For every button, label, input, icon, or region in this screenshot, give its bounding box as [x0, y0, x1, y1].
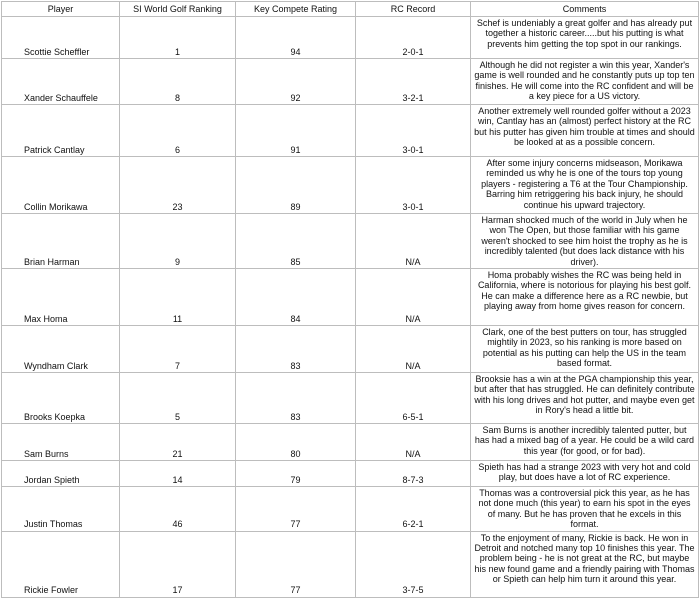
table-row: [2, 461, 699, 487]
player-name: Rickie Fowler: [2, 531, 120, 597]
comment: Harman shocked much of the world in July when he won The Open, but those familiar with his game weren't shocked to see him hoist the trophy as he is incredibly talented (but does lack distance with his driver).: [471, 214, 699, 269]
player-name: Justin Thomas: [2, 487, 120, 532]
comment: Brooksie has a win at the PGA championship this year, but after that has struggled. He can definitely contribute with his long drives and hot putter, and maybe even get in Rory's head a little bit.: [471, 373, 699, 424]
world-ranking: 23: [120, 157, 236, 214]
comment: Although he did not register a win this year, Xander's game is well rounded and he constantly puts up top ten finishes. He will come into the RC confident and will be a key piece for a US victory.: [471, 59, 699, 105]
compete-rating: 89: [236, 157, 356, 214]
player-name: Jordan Spieth: [2, 461, 120, 487]
rc-record: 6-2-1: [356, 487, 471, 532]
player-name: Brian Harman: [2, 214, 120, 269]
header-record: RC Record: [356, 2, 471, 17]
table-row: [2, 326, 699, 373]
rc-record: 2-0-1: [356, 17, 471, 59]
player-name: Sam Burns: [2, 424, 120, 461]
player-name: Scottie Scheffler: [2, 17, 120, 59]
player-name: Patrick Cantlay: [2, 105, 120, 157]
world-ranking: 21: [120, 424, 236, 461]
comment: Thomas was a controversial pick this year, as he has not done much (this year) to earn his spot in the eyes of many. But he has proven that he excels in this format.: [471, 487, 699, 532]
compete-rating: 79: [236, 461, 356, 487]
table-header-row: [2, 2, 699, 17]
table-row: [2, 424, 699, 461]
comment: To the enjoyment of many, Rickie is back. He won in Detroit and notched many top 10 finishes this year. The problem being - he is not great at the RC, but maybe his new found game and a friendly pairing with Thomas or Spieth can help him turn it around this year.: [471, 531, 699, 597]
compete-rating: 77: [236, 487, 356, 532]
header-rating: Key Compete Rating: [236, 2, 356, 17]
header-ranking: SI World Golf Ranking: [120, 2, 236, 17]
world-ranking: 17: [120, 531, 236, 597]
compete-rating: 77: [236, 531, 356, 597]
rc-record: 3-0-1: [356, 157, 471, 214]
world-ranking: 9: [120, 214, 236, 269]
comment: Schef is undeniably a great golfer and has already put together a historic career.....but his putting is what prevents him getting the top spot in our rankings.: [471, 17, 699, 59]
world-ranking: 6: [120, 105, 236, 157]
rc-record: 3-2-1: [356, 59, 471, 105]
table-row: [2, 214, 699, 269]
table-row: [2, 531, 699, 597]
compete-rating: 94: [236, 17, 356, 59]
comment: Another extremely well rounded golfer without a 2023 win, Cantlay has an (almost) perfect history at the RC but his putter has given him trouble at times and should be looked at as a possible concern.: [471, 105, 699, 157]
header-comments: Comments: [471, 2, 699, 17]
table-row: [2, 269, 699, 326]
header-player: Player: [2, 2, 120, 17]
rc-record: 3-0-1: [356, 105, 471, 157]
player-name: Wyndham Clark: [2, 326, 120, 373]
player-name: Xander Schauffele: [2, 59, 120, 105]
compete-rating: 91: [236, 105, 356, 157]
comment: Homa probably wishes the RC was being held in California, where is notorious for playing his best golf. He can make a difference here as a RC newbie, but playing away from home gives reason for concern.: [471, 269, 699, 326]
player-name: Max Homa: [2, 269, 120, 326]
table-row: [2, 105, 699, 157]
compete-rating: 85: [236, 214, 356, 269]
compete-rating: 83: [236, 373, 356, 424]
table-row: [2, 373, 699, 424]
comment: Sam Burns is another incredibly talented putter, but has had a mixed bag of a year. He could be a wild card this year (for good, or for bad).: [471, 424, 699, 461]
rc-record: N/A: [356, 269, 471, 326]
player-rankings-table: [1, 1, 699, 598]
world-ranking: 7: [120, 326, 236, 373]
table-row: [2, 17, 699, 59]
player-name: Brooks Koepka: [2, 373, 120, 424]
table-row: [2, 59, 699, 105]
world-ranking: 5: [120, 373, 236, 424]
comment: After some injury concerns midseason, Morikawa reminded us why he is one of the tours top young players - registering a T6 at the Tour Championship. Barring him retriggering his back injury, he should continue his upward trajectory.: [471, 157, 699, 214]
rc-record: N/A: [356, 326, 471, 373]
rc-record: 8-7-3: [356, 461, 471, 487]
world-ranking: 8: [120, 59, 236, 105]
rc-record: 6-5-1: [356, 373, 471, 424]
table-row: [2, 157, 699, 214]
rc-record: 3-7-5: [356, 531, 471, 597]
comment: Spieth has had a strange 2023 with very hot and cold play, but does have a lot of RC experience.: [471, 461, 699, 487]
rc-record: N/A: [356, 424, 471, 461]
compete-rating: 84: [236, 269, 356, 326]
table-row: [2, 487, 699, 532]
player-name: Collin Morikawa: [2, 157, 120, 214]
compete-rating: 92: [236, 59, 356, 105]
world-ranking: 1: [120, 17, 236, 59]
world-ranking: 11: [120, 269, 236, 326]
comment: Clark, one of the best putters on tour, has struggled mightily in 2023, so his ranking is more based on potential as his putting can help the US in the team based format.: [471, 326, 699, 373]
world-ranking: 46: [120, 487, 236, 532]
compete-rating: 80: [236, 424, 356, 461]
world-ranking: 14: [120, 461, 236, 487]
compete-rating: 83: [236, 326, 356, 373]
rc-record: N/A: [356, 214, 471, 269]
